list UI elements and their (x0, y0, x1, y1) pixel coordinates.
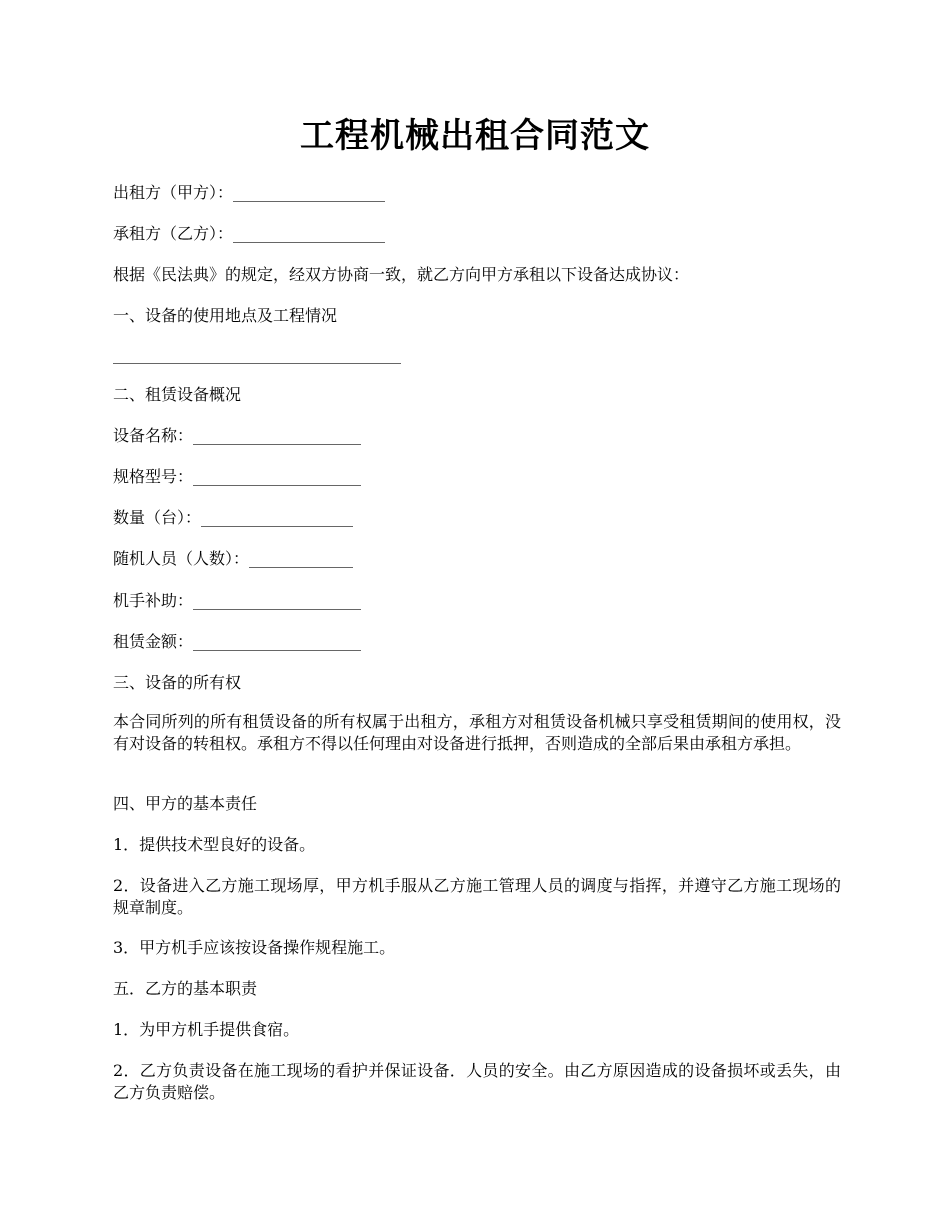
operator-subsidy-field: 机手补助：_____________________ (113, 591, 362, 610)
rental-amount-field: 租赁金额：_____________________ (113, 632, 362, 651)
section3-body: 本合同所列的所有租赁设备的所有权属于出租方，承租方对租赁设备机械只享受租赁期间的使用权，没有对设备的转租权。承租方不得以任何理由对设备进行抵押，否则造成的全部后果由承租方承担。 (113, 712, 841, 753)
intro-text: 根据《民法典》的规定，经双方协商一致，就乙方向甲方承租以下设备达成协议： (113, 265, 690, 284)
section3-heading: 三、设备的所有权 (113, 673, 242, 692)
equipment-name-field: 设备名称：_____________________ (113, 426, 362, 445)
lessee-field: 承租方（乙方）：___________________ (113, 224, 386, 243)
section1-heading: 一、设备的使用地点及工程情况 (113, 306, 338, 325)
model-spec-field: 规格型号：_____________________ (113, 467, 362, 486)
quantity-field: 数量（台）：___________________ (113, 508, 354, 527)
section5-item-1: 1．为甲方机手提供食宿。 (113, 1020, 300, 1039)
section2-heading: 二、租赁设备概况 (113, 385, 242, 404)
section1-blank-line: ____________________________________ (113, 345, 401, 364)
section5-item-2: 2．乙方负责设备在施工现场的看护并保证设备．人员的安全。由乙方原因造成的设备损坏或丢失，由乙方负责赔偿。 (113, 1061, 841, 1102)
section5-heading: 五．乙方的基本职责 (113, 979, 258, 998)
operators-count-field: 随机人员（人数）：_____________ (113, 549, 354, 568)
section4-item-2: 2．设备进入乙方施工现场厚，甲方机手服从乙方施工管理人员的调度与指挥，并遵守乙方施工现场的规章制度。 (113, 876, 841, 917)
document-title: 工程机械出租合同范文 (300, 116, 650, 156)
lessor-field: 出租方（甲方）：___________________ (113, 183, 386, 202)
section4-heading: 四、甲方的基本责任 (113, 794, 258, 813)
section4-item-3: 3．甲方机手应该按设备操作规程施工。 (113, 938, 396, 957)
section4-item-1: 1．提供技术型良好的设备。 (113, 835, 316, 854)
